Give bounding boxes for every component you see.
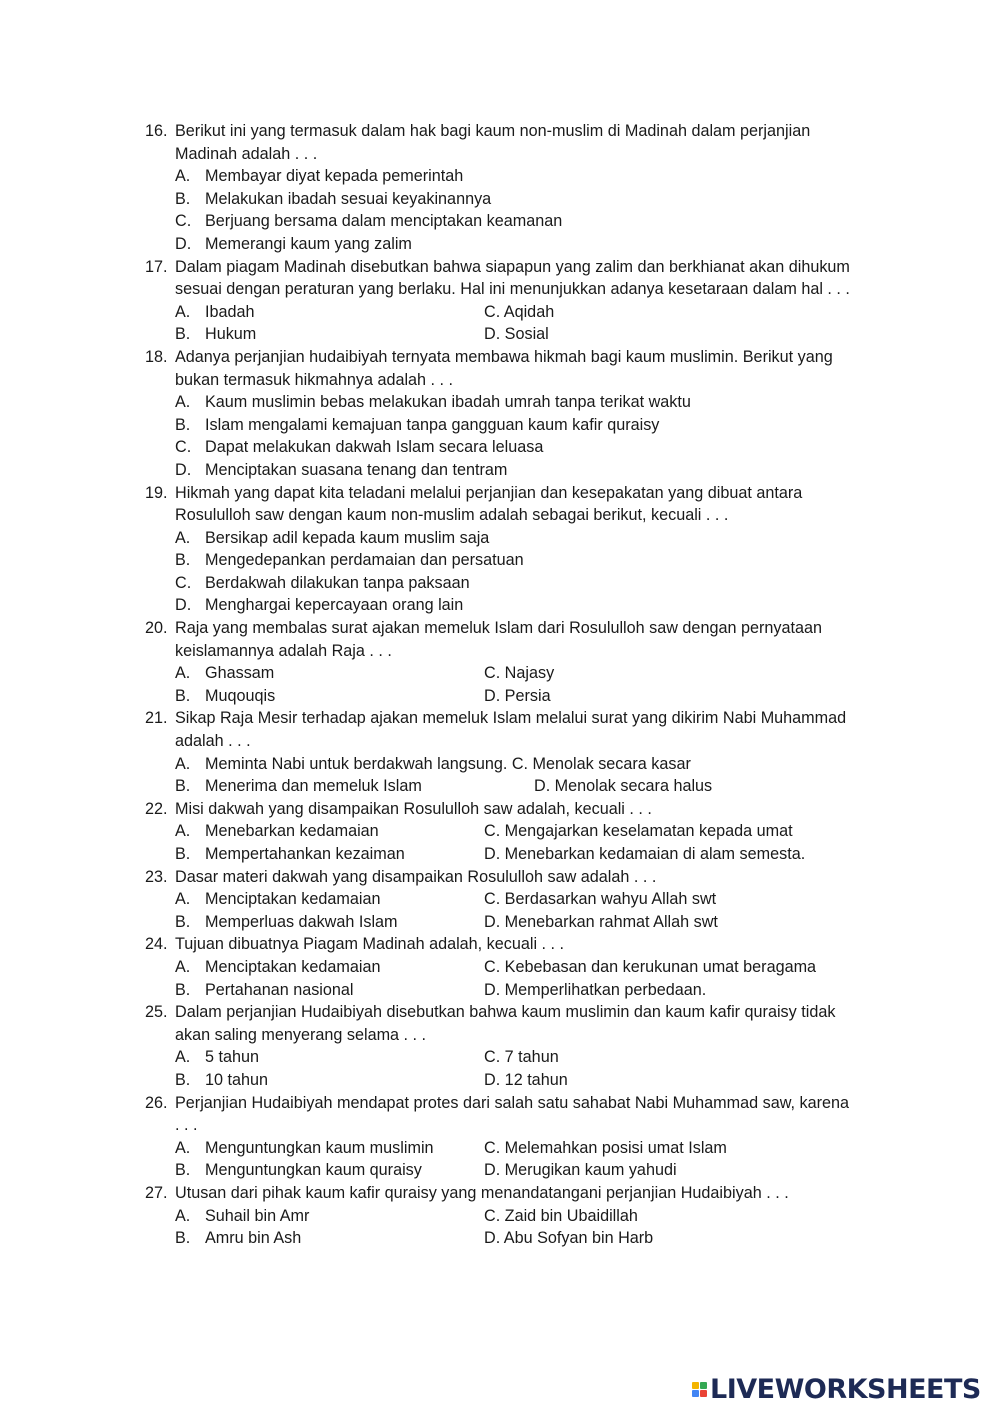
question-number: 23. <box>145 867 168 886</box>
option-text: Menghargai kepercayaan orang lain <box>205 596 464 615</box>
option-letter: B. <box>175 189 191 208</box>
answer-option <box>0 436 1000 459</box>
question-line-continued <box>0 369 1000 392</box>
question-text: bukan termasuk hikmahnya adalah . . . <box>175 370 454 389</box>
option-letter: A. <box>175 890 191 909</box>
question-text: keislamannya adalah Raja . . . <box>175 641 392 660</box>
option-text: Mengedepankan perdamaian dan persatuan <box>205 551 524 570</box>
question-21 <box>0 707 1000 797</box>
question-line-continued <box>0 1024 1000 1047</box>
option-text-column-2: C. Melemahkan posisi umat Islam <box>484 1138 727 1157</box>
answer-option-row <box>0 685 1000 708</box>
option-text-column-2: C. Aqidah <box>484 302 555 321</box>
option-letter: B. <box>175 777 191 796</box>
question-19 <box>0 482 1000 618</box>
option-letter: B. <box>175 980 191 999</box>
option-text-column-2: D. Menebarkan kedamaian di alam semesta. <box>484 845 806 863</box>
option-text-column-2: D. Merugikan kaum yahudi <box>484 1161 677 1180</box>
option-text-column-2: D. Menebarkan rahmat Allah swt <box>484 912 718 931</box>
option-letter: B. <box>175 1229 191 1248</box>
answer-option-row <box>0 911 1000 934</box>
option-letter: D. <box>175 596 192 615</box>
option-text: Membayar diyat kepada pemerintah <box>205 167 464 186</box>
option-letter: A. <box>175 302 191 321</box>
question-line-continued <box>0 504 1000 527</box>
question-line <box>0 933 1000 956</box>
option-letter: B. <box>175 1070 191 1089</box>
question-20 <box>0 617 1000 707</box>
question-number: 20. <box>145 619 168 638</box>
option-text-column-2: D. Sosial <box>484 325 549 344</box>
answer-option-row <box>0 301 1000 324</box>
option-text-column-2: C. Kebebasan dan kerukunan umat beragama <box>484 957 817 976</box>
question-23 <box>0 866 1000 934</box>
question-line-continued <box>0 730 1000 753</box>
option-text: Meminta Nabi untuk berdakwah langsung. C. Menolak secara kasar <box>205 754 691 773</box>
answer-option <box>0 210 1000 233</box>
question-text: Rosululloh saw dengan kaum non-muslim adalah sebagai berikut, kecuali . . . <box>175 506 729 525</box>
answer-option-row <box>0 956 1000 979</box>
option-text-column-2: D. Memperlihatkan perbedaan. <box>484 980 707 999</box>
option-text: Menciptakan kedamaian <box>205 957 381 976</box>
answer-option-row <box>0 1137 1000 1160</box>
option-text: Memperluas dakwah Islam <box>205 912 398 931</box>
question-number: 19. <box>145 483 168 502</box>
option-letter: A. <box>175 754 191 773</box>
question-16 <box>0 120 1000 256</box>
question-text: Dalam piagam Madinah disebutkan bahwa siapapun yang zalim dan berkhianat akan dihukum <box>175 257 850 276</box>
option-text: Suhail bin Amr <box>205 1206 310 1225</box>
question-line <box>0 798 1000 821</box>
option-text: Kaum muslimin bebas melakukan ibadah umrah tanpa terikat waktu <box>205 393 691 412</box>
option-letter: A. <box>175 528 191 547</box>
question-text: . . . <box>175 1116 198 1135</box>
option-text: Menciptakan suasana tenang dan tentram <box>205 460 508 479</box>
question-number: 24. <box>145 935 168 954</box>
option-text-column-2: D. 12 tahun <box>484 1070 568 1089</box>
question-line-continued <box>0 143 1000 166</box>
answer-option-row <box>0 1205 1000 1228</box>
option-text: Menerima dan memeluk Islam <box>205 777 422 796</box>
question-number: 26. <box>145 1093 168 1112</box>
question-18 <box>0 346 1000 482</box>
option-text: Pertahanan nasional <box>205 980 354 999</box>
answer-option-row <box>0 1159 1000 1182</box>
option-text-column-2: C. Berdasarkan wahyu Allah swt <box>484 890 717 909</box>
question-22 <box>0 798 1000 866</box>
answer-option <box>0 414 1000 437</box>
option-text: Berjuang bersama dalam menciptakan keamanan <box>205 212 563 231</box>
question-text: Misi dakwah yang disampaikan Rosululloh saw adalah, kecuali . . . <box>175 799 652 818</box>
option-text: Islam mengalami kemajuan tanpa gangguan kaum kafir quraisy <box>205 415 660 434</box>
worksheet <box>0 120 1000 1250</box>
question-text: Dalam perjanjian Hudaibiyah disebutkan bahwa kaum muslimin dan kaum kafir quraisy tidak <box>175 1003 836 1022</box>
question-text: Adanya perjanjian hudaibiyah ternyata membawa hikmah bagi kaum muslimin. Berikut yang <box>175 347 833 366</box>
question-line <box>0 482 1000 505</box>
question-text: adalah . . . <box>175 732 251 751</box>
option-letter: D. <box>175 234 192 253</box>
brand-name: LIVEWORKSHEETS <box>710 1373 981 1405</box>
option-text: Amru bin Ash <box>205 1229 302 1248</box>
answer-option-row <box>0 775 1000 798</box>
question-line <box>0 866 1000 889</box>
option-text: Bersikap adil kepada kaum muslim saja <box>205 528 490 547</box>
answer-option <box>0 549 1000 572</box>
answer-option <box>0 527 1000 550</box>
question-line <box>0 346 1000 369</box>
question-text: akan saling menyerang selama . . . <box>175 1025 427 1044</box>
option-text-column-2: D. Abu Sofyan bin Harb <box>484 1229 654 1248</box>
option-letter: A. <box>175 822 191 841</box>
question-number: 16. <box>145 122 168 140</box>
question-24 <box>0 933 1000 1001</box>
question-number: 21. <box>145 709 168 728</box>
option-text: Dapat melakukan dakwah Islam secara leluasa <box>205 438 544 457</box>
question-line <box>0 1092 1000 1115</box>
answer-option-row <box>0 888 1000 911</box>
question-line <box>0 707 1000 730</box>
option-letter: B. <box>175 845 191 863</box>
question-text: sesuai dengan peraturan yang berlaku. Hal ini menunjukkan adanya kesetaraan dalam hal . . . <box>175 280 850 299</box>
answer-option-row <box>0 979 1000 1002</box>
option-letter: B. <box>175 325 191 344</box>
option-letter: B. <box>175 1161 191 1180</box>
option-text: Melakukan ibadah sesuai keyakinannya <box>205 189 492 208</box>
question-27 <box>0 1182 1000 1250</box>
answer-option-row <box>0 753 1000 776</box>
question-line <box>0 1001 1000 1024</box>
option-text: Menguntungkan kaum quraisy <box>205 1161 422 1180</box>
question-line <box>0 256 1000 279</box>
option-letter: A. <box>175 167 191 186</box>
option-text: Menguntungkan kaum muslimin <box>205 1138 434 1157</box>
question-text: Dasar materi dakwah yang disampaikan Rosululloh saw adalah . . . <box>175 867 657 886</box>
option-text-column-2: C. Najasy <box>484 664 555 683</box>
option-letter: A. <box>175 393 191 412</box>
option-letter: C. <box>175 438 192 457</box>
answer-option <box>0 188 1000 211</box>
option-letter: A. <box>175 1138 191 1157</box>
option-text: Ghassam <box>205 664 275 683</box>
answer-option <box>0 233 1000 256</box>
logo-square <box>692 1382 699 1389</box>
question-line <box>0 120 1000 143</box>
option-letter: B. <box>175 912 191 931</box>
question-text: Tujuan dibuatnya Piagam Madinah adalah, kecuali . . . <box>175 935 565 954</box>
question-number: 25. <box>145 1003 168 1022</box>
question-text: Madinah adalah . . . <box>175 144 318 163</box>
question-text: Raja yang membalas surat ajakan memeluk Islam dari Rosululloh saw dengan pernyataan <box>175 619 822 638</box>
option-text-column-2: D. Persia <box>484 686 551 705</box>
question-text: Hikmah yang dapat kita teladani melalui perjanjian dan kesepakatan yang dibuat antara <box>175 483 803 502</box>
option-text: Memerangi kaum yang zalim <box>205 234 412 253</box>
question-line-continued <box>0 640 1000 663</box>
answer-option-row <box>0 820 1000 843</box>
option-text-column-2: C. Mengajarkan keselamatan kepada umat <box>484 822 793 841</box>
liveworksheets-brand <box>692 1373 981 1405</box>
option-text: 5 tahun <box>205 1048 260 1067</box>
option-text-column-2: C. Zaid bin Ubaidillah <box>484 1206 638 1225</box>
option-letter: A. <box>175 664 191 683</box>
answer-option <box>0 165 1000 188</box>
question-text: Perjanjian Hudaibiyah mendapat protes dari salah satu sahabat Nabi Muhammad saw, karena <box>175 1093 849 1112</box>
logo-square <box>700 1390 707 1397</box>
question-number: 18. <box>145 347 168 366</box>
question-line-continued <box>0 278 1000 301</box>
option-text-column-2: D. Menolak secara halus <box>534 777 713 796</box>
option-text: Ibadah <box>205 302 255 321</box>
option-text: Berdakwah dilakukan tanpa paksaan <box>205 573 470 592</box>
question-number: 27. <box>145 1183 168 1202</box>
question-text: Berikut ini yang termasuk dalam hak bagi kaum non-muslim di Madinah dalam perjanjian <box>175 122 811 140</box>
option-letter: A. <box>175 957 191 976</box>
option-letter: B. <box>175 415 191 434</box>
option-text: Menebarkan kedamaian <box>205 822 379 841</box>
answer-option <box>0 391 1000 414</box>
option-letter: A. <box>175 1048 191 1067</box>
question-26 <box>0 1092 1000 1182</box>
option-text: Mempertahankan kezaiman <box>205 845 405 863</box>
answer-option <box>0 459 1000 482</box>
option-letter: C. <box>175 573 192 592</box>
option-text: Hukum <box>205 325 257 344</box>
option-text-column-2: C. 7 tahun <box>484 1048 559 1067</box>
option-letter: B. <box>175 686 191 705</box>
answer-option-row <box>0 662 1000 685</box>
question-line <box>0 1182 1000 1205</box>
question-number: 22. <box>145 799 168 818</box>
logo-square <box>700 1382 707 1389</box>
answer-option-row <box>0 1227 1000 1250</box>
question-line <box>0 617 1000 640</box>
option-letter: A. <box>175 1206 191 1225</box>
question-number: 17. <box>145 257 168 276</box>
answer-option-row <box>0 1046 1000 1069</box>
question-text: Sikap Raja Mesir terhadap ajakan memeluk Islam melalui surat yang dikirim Nabi Muhammad <box>175 709 847 728</box>
option-letter: C. <box>175 212 192 231</box>
answer-option-row <box>0 1069 1000 1092</box>
option-letter: D. <box>175 460 192 479</box>
liveworksheets-logo-icon <box>692 1382 707 1397</box>
option-text: 10 tahun <box>205 1070 269 1089</box>
answer-option-row <box>0 843 1000 866</box>
answer-option <box>0 594 1000 617</box>
option-text: Muqouqis <box>205 686 276 705</box>
option-letter: B. <box>175 551 191 570</box>
answer-option-row <box>0 323 1000 346</box>
question-17 <box>0 256 1000 346</box>
question-25 <box>0 1001 1000 1091</box>
option-text: Menciptakan kedamaian <box>205 890 381 909</box>
answer-option <box>0 572 1000 595</box>
question-line-continued <box>0 1114 1000 1137</box>
question-text: Utusan dari pihak kaum kafir quraisy yang menandatangani perjanjian Hudaibiyah . . . <box>175 1183 789 1202</box>
logo-square <box>692 1390 699 1397</box>
